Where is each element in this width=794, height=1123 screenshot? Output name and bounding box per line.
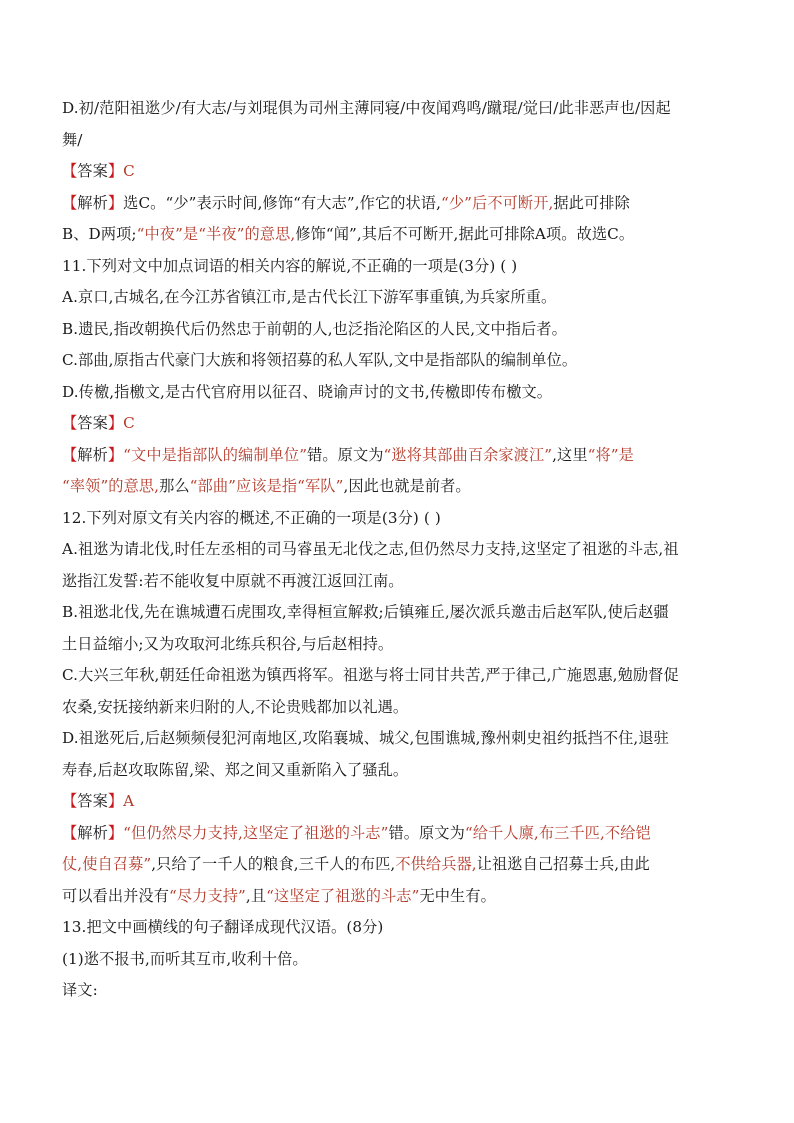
highlighted-text: “军队” (297, 477, 344, 495)
q11-analysis-line1 (62, 440, 736, 472)
q13-translation-label: 译文: (62, 981, 98, 999)
answer-value: C (123, 162, 135, 180)
highlighted-text: “中夜”是“半夜”的意思, (136, 225, 296, 243)
highlighted-text: “但仍然尽力支持,这坚定了祖逖的斗志” (123, 823, 389, 842)
body-text: 可以看出并没有 (62, 886, 170, 905)
q12-answer (62, 786, 736, 818)
body-text: 选C。 (123, 193, 166, 212)
answer-label: 答案 (77, 792, 108, 810)
body-text: 那么 (159, 477, 190, 495)
answer-label: 答案 (77, 414, 108, 432)
answer-bracket-open: 【 (62, 414, 78, 432)
answer-value: A (123, 792, 135, 810)
q10-option-d-line2: 舞/ (62, 130, 83, 149)
analysis-text (123, 446, 634, 464)
highlighted-text: “逖将其部曲百余家渡江” (383, 445, 553, 464)
q11-option-a: A.京口,古城名,在今江苏省镇江市,是古代长江下游军事重镇,为兵家所重。 (62, 288, 557, 306)
body-text: 错。原文为 (388, 823, 465, 842)
q12-analysis-line2 (62, 849, 736, 881)
q12-option-a-line1: A.祖逖为请北伐,时任左丞相的司马睿虽无北伐之志,但仍然尽力支持,这坚定了祖逖的斗志,祖 (62, 540, 679, 558)
body-text: “少”表示时间,修饰“有大志”,作它的状语, (165, 193, 442, 212)
highlighted-text: “文中是指部队的编制单位” (123, 445, 308, 464)
body-text: ,这里 (552, 445, 588, 464)
q13-item-1: (1)逖不报书,而听其互市,收利十倍。 (62, 949, 308, 968)
body-text: 据此可排除 (553, 193, 630, 212)
q10-answer (62, 156, 736, 188)
highlighted-text: “这坚定了祖逖的斗志” (266, 886, 420, 905)
answer-bracket-open: 【 (62, 162, 78, 180)
q12-option-c-line1: C.大兴三年秋,朝廷任命祖逖为镇西将军。祖逖与将士同甘共苦,严于律己,广施恩惠,勉励督促 (62, 666, 679, 684)
highlighted-text: “率领”的意思, (62, 477, 160, 495)
answer-label: 答案 (77, 162, 108, 180)
answer-bracket-close: 】 (107, 792, 124, 810)
answer-value: C (123, 414, 135, 432)
analysis-bracket-close: 】 (107, 445, 124, 464)
highlighted-text: “部曲”应该是指 (189, 477, 298, 495)
q13-stem: 13.把文中画横线的句子翻译成现代汉语。(8分) (62, 918, 384, 936)
q12-analysis-line3 (62, 881, 736, 913)
highlighted-text: 不供给兵器, (395, 855, 477, 873)
body-text: ,只给了一千人的粮食,三千人的布匹, (151, 855, 396, 873)
q12-stem: 12.下列对原文有关内容的概述,不正确的一项是(3分) ( ) (62, 508, 441, 527)
document-page (62, 93, 736, 1007)
analysis-bracket-close: 】 (107, 193, 124, 212)
body-text: 错。原文为 (307, 445, 384, 464)
analysis-text (123, 194, 630, 212)
body-text: 让祖逖自己招募士兵,由此 (476, 855, 650, 873)
highlighted-text: “将”是 (587, 445, 634, 464)
q10-analysis-line2 (62, 219, 736, 251)
q12-option-d-line1: D.祖逖死后,后赵频频侵犯河南地区,攻陷襄城、城父,包围谯城,豫州刺史祖约抵挡不住,退驻 (62, 729, 669, 747)
highlighted-text: “给千人廪,布三千匹,不给铠 (464, 823, 651, 842)
q11-option-d: D.传檄,指檄文,是古代官府用以征召、晓谕声讨的文书,传檄即传布檄文。 (62, 382, 553, 401)
analysis-text (123, 824, 651, 842)
highlighted-text: “尽力支持” (169, 886, 246, 905)
analysis-bracket-open: 【 (62, 823, 78, 842)
body-text: B、D两项; (62, 225, 137, 243)
q11-option-c: C.部曲,原指古代豪门大族和将领招募的私人军队,文中是指部队的编制单位。 (62, 351, 578, 369)
body-text: ,且 (245, 886, 267, 905)
analysis-label: 解析 (77, 193, 108, 212)
answer-bracket-open: 【 (62, 792, 78, 810)
q12-option-b-line2: 土日益缩小;又为攻取河北练兵积谷,与后赵相持。 (62, 634, 394, 653)
body-text: 修饰“闻”,其后不可断开,据此可排除A项。故选C。 (295, 225, 635, 243)
q11-answer (62, 408, 736, 440)
q10-analysis-line1 (62, 188, 736, 220)
q10-option-d-line1: D.初/范阳祖逖少/有大志/与刘琨俱为司州主薄同寝/中夜闻鸡鸣/蹴琨/觉曰/此非恶声也/因起 (62, 99, 671, 117)
q12-option-b-line1: B.祖逖北伐,先在谯城遭石虎围攻,幸得桓宣解救;后镇雍丘,屡次派兵邀击后赵军队,使后赵疆 (62, 603, 669, 621)
answer-bracket-close: 】 (107, 414, 124, 432)
analysis-label: 解析 (77, 823, 108, 842)
highlighted-text: 仗,使自召募” (62, 855, 152, 873)
body-text: ,因此也就是前者。 (343, 477, 471, 495)
q12-analysis-line1 (62, 818, 736, 850)
answer-bracket-close: 】 (107, 162, 124, 180)
body-text: 无中生有。 (419, 886, 496, 905)
analysis-bracket-open: 【 (62, 445, 78, 464)
q12-option-d-line2: 寿春,后赵攻取陈留,梁、郑之间又重新陷入了骚乱。 (62, 760, 409, 779)
analysis-label: 解析 (77, 445, 108, 464)
q11-stem: 11.下列对文中加点词语的相关内容的解说,不正确的一项是(3分) ( ) (62, 256, 518, 275)
q12-option-a-line2: 逖指江发誓:若不能收复中原就不再渡江返回江南。 (62, 571, 404, 590)
q11-analysis-line2 (62, 471, 736, 503)
highlighted-text: “少”后不可断开, (441, 193, 554, 212)
analysis-bracket-open: 【 (62, 193, 78, 212)
analysis-bracket-close: 】 (107, 823, 124, 842)
q12-option-c-line2: 农桑,安抚接纳新来归附的人,不论贵贱都加以礼遇。 (62, 697, 409, 716)
q11-option-b: B.遗民,指改朝换代后仍然忠于前朝的人,也泛指沦陷区的人民,文中指后者。 (62, 319, 567, 338)
